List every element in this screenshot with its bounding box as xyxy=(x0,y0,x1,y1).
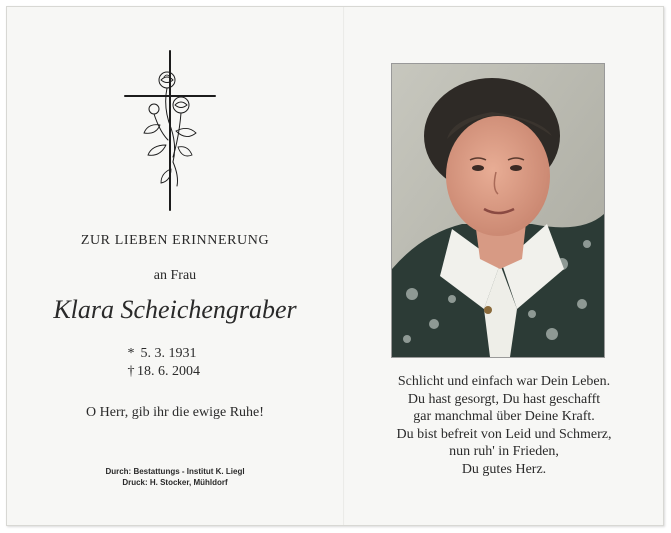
poem-line: Du gutes Herz. xyxy=(461,461,547,477)
death-date: 18. 6. 2004 xyxy=(137,364,200,379)
memorial-card xyxy=(6,6,664,526)
credits xyxy=(7,466,343,488)
birth-line xyxy=(125,345,200,363)
right-page xyxy=(345,7,663,525)
cross-with-roses-icon xyxy=(123,47,217,212)
birth-date: 5. 3. 1931 xyxy=(140,346,197,361)
poem-line: Schlicht und einfach war Dein Leben. xyxy=(397,374,611,389)
left-page xyxy=(7,7,343,525)
poem xyxy=(345,373,663,478)
death-line xyxy=(125,363,200,381)
birth-star-icon: * xyxy=(127,346,135,361)
life-dates xyxy=(125,345,200,381)
credit-line-printer: Druck: H. Stocker, Mühldorf xyxy=(122,478,228,487)
death-cross-icon: † xyxy=(127,364,135,379)
heading: ZUR LIEBEN ERINNERUNG xyxy=(80,233,270,248)
poem-line: gar manchmal über Deine Kraft. xyxy=(413,409,595,424)
portrait-image xyxy=(392,64,604,357)
poem-line: nun ruh' in Frieden, xyxy=(449,444,559,459)
portrait-photo xyxy=(391,63,605,358)
poem-line: Du hast gesorgt, Du hast geschafft xyxy=(407,391,601,407)
poem-line: Du bist befreit von Leid und Schmerz, xyxy=(396,426,612,442)
deceased-name: Klara Scheichengraber xyxy=(53,295,297,324)
salutation: an Frau xyxy=(153,268,197,283)
prayer: O Herr, gib ihr die ewige Ruhe! xyxy=(86,405,264,420)
credit-line-funeral-home: Durch: Bestattungs - Institut K. Liegl xyxy=(105,467,245,476)
